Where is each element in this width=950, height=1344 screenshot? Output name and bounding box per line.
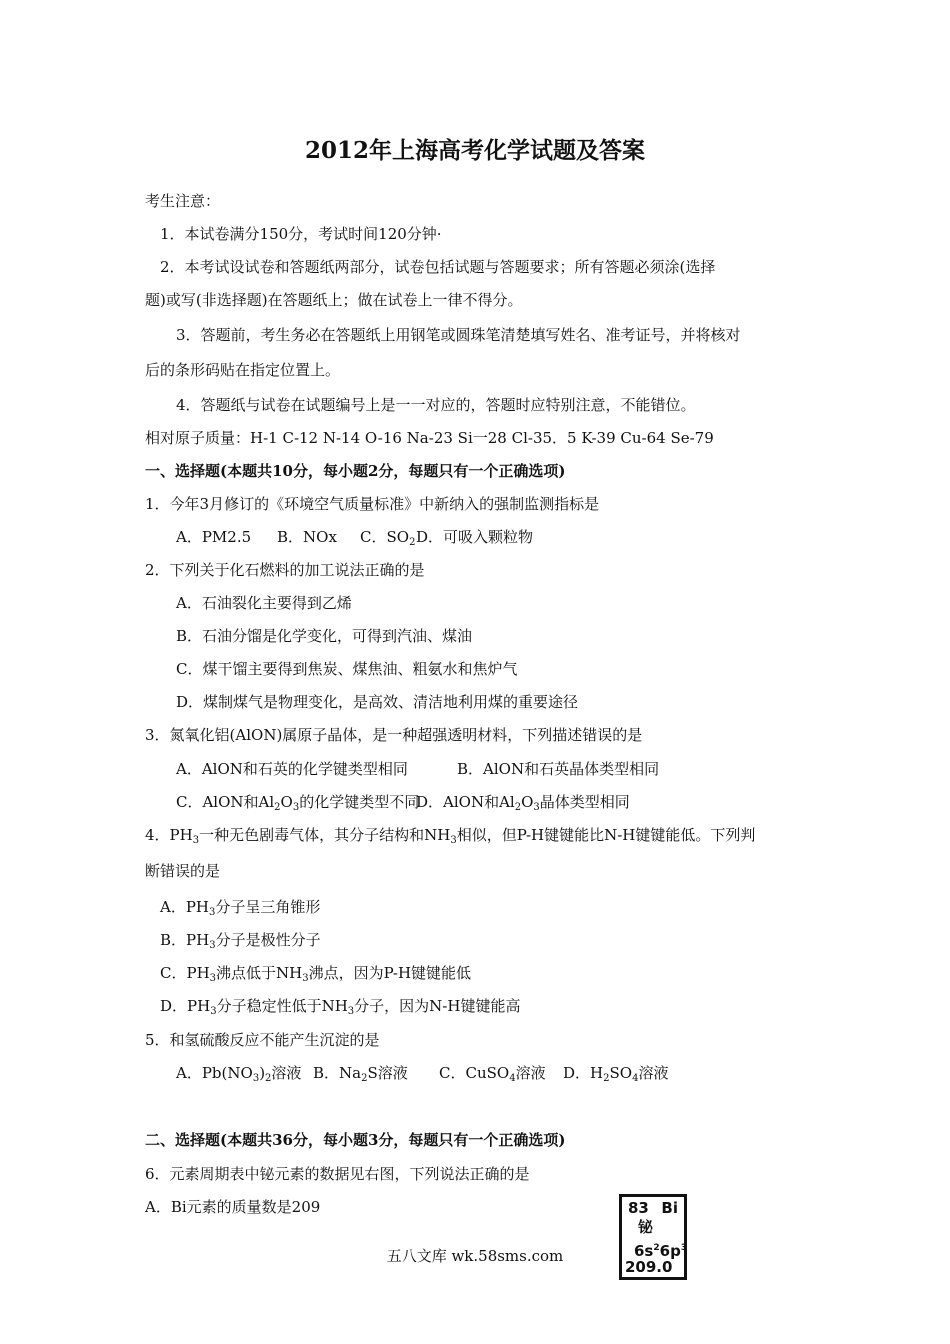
q4-option-a [160, 897, 320, 923]
q5-b-text-2: S溶液 [367, 1064, 408, 1082]
bi-atomic-number: 83 [628, 1199, 649, 1217]
q5-option-a [176, 1063, 301, 1089]
bi-symbol: Bi [661, 1199, 678, 1217]
q4-c-text-1: C．PH [160, 964, 210, 982]
q4-d-text-2: 分子稳定性低于NH [216, 997, 348, 1015]
q4-d-text-3: 分子，因为N-H键键能高 [354, 997, 521, 1015]
q3-option-d [416, 792, 630, 818]
q5-a-sub-2: 2 [265, 1073, 272, 1084]
q5-d-text-3: 溶液 [638, 1064, 669, 1082]
q4-option-c [160, 963, 471, 989]
q4-c-text-3: 沸点，因为P-H键键能低 [308, 964, 472, 982]
q5-b-text-1: B．Na [313, 1064, 362, 1082]
notice-item-3-line-2: 后的条形码贴在指定位置上。 [145, 361, 341, 379]
section-2-heading: 二、选择题(本题共36分，每小题3分，每题只有一个正确选项) [145, 1131, 566, 1149]
q4-d-sub-2: 3 [347, 1006, 355, 1017]
q4-stem-sub-2: 3 [450, 835, 457, 846]
q5-a-text-1: A．Pb(NO [176, 1064, 253, 1082]
q5-d-text-2: SO [609, 1064, 633, 1082]
q3-d-text-1: D．AlON和Al [416, 793, 515, 811]
q1-option-c [360, 527, 415, 553]
notice-item-2-line-2: 题)或写(非选择题)在答题纸上；做在试卷上一律不得分。 [145, 291, 523, 309]
q3-c-sub-1: 2 [274, 802, 281, 813]
bi-atomic-mass: 209.0 [625, 1258, 673, 1276]
q5-c-sub: 4 [509, 1073, 516, 1084]
q4-a-sub: 3 [209, 907, 216, 918]
q3-d-sub-2: 3 [533, 802, 540, 813]
q3-option-b: B．AlON和石英晶体类型相同 [457, 760, 660, 778]
q4-stem-sub-1: 3 [192, 835, 200, 846]
q5-a-text-2: ) [259, 1064, 266, 1082]
q5-option-b [313, 1063, 408, 1089]
q3-option-c [176, 792, 419, 818]
q4-stem-line-2: 断错误的是 [145, 862, 221, 880]
q2-option-a: A．石油裂化主要得到乙烯 [176, 594, 352, 612]
bi-config-6p-sup: 3 [680, 1243, 688, 1253]
q4-stem-text-1: 4．PH [145, 826, 193, 844]
q2-option-d: D．煤制煤气是物理变化，是高效、清洁地利用煤的重要途径 [176, 693, 579, 711]
q5-option-d [563, 1063, 668, 1089]
notice-item-3-line-1: 3．答题前，考生务必在答题纸上用钢笔或圆珠笔清楚填写姓名、准考证号，并将核对 [176, 326, 741, 344]
q4-stem-line-1 [145, 825, 755, 851]
page-title: 2012年上海高考化学试题及答案 [304, 137, 645, 164]
q4-b-text-2: 分子是极性分子 [215, 931, 321, 949]
q4-stem-text-2: 一种无色剧毒气体，其分子结构和NH [199, 826, 451, 844]
q1-option-b: B．NOx [277, 528, 337, 546]
q1-c-text: C．SO [360, 528, 410, 546]
section-1-heading: 一、选择题(本题共10分，每小题2分，每题只有一个正确选项) [145, 462, 566, 480]
q4-a-text-1: A．PH [160, 898, 210, 916]
q4-b-text-1: B．PH [160, 931, 210, 949]
q6-option-a: A．Bi元素的质量数是209 [145, 1198, 321, 1216]
q3-c-text-2: O [280, 793, 293, 811]
q4-stem-text-3: 相似，但P-H键键能比N-H键键能低。下列判 [456, 826, 756, 844]
bi-config-6p: 6p [659, 1242, 681, 1260]
q1-c-subscript: 2 [409, 537, 416, 548]
atomic-mass-line: 相对原子质量：H-1 C-12 N-14 O-16 Na-23 Si一28 Cl-35．5 K-39 Cu-64 Se-79 [145, 429, 714, 447]
q3-d-text-2: O [521, 793, 534, 811]
q1-stem: 1．今年3月修订的《环境空气质量标准》中新纳入的强制监测指标是 [145, 495, 600, 513]
q4-c-sub-2: 3 [302, 973, 309, 984]
q5-c-text-1: C．CuSO [439, 1064, 510, 1082]
q3-c-text-3: 的化学键类型不同 [299, 793, 420, 811]
q4-a-text-2: 分子呈三角锥形 [215, 898, 321, 916]
q4-d-sub-1: 3 [210, 1006, 217, 1017]
q2-option-b: B．石油分馏是化学变化，可得到汽油、煤油 [176, 627, 473, 645]
q3-c-sub-2: 3 [292, 802, 300, 813]
q5-d-sub-2: 4 [632, 1073, 639, 1084]
q4-d-text-1: D．PH [160, 997, 211, 1015]
q6-stem: 6．元素周期表中铋元素的数据见右图，下列说法正确的是 [145, 1165, 530, 1183]
q5-stem: 5．和氢硫酸反应不能产生沉淀的是 [145, 1031, 380, 1049]
q5-d-sub-1: 2 [603, 1073, 610, 1084]
footer-watermark: 五八文库 wk.58sms.com [386, 1247, 564, 1265]
q4-option-d [160, 996, 520, 1022]
bi-config-6s-sup: 2 [653, 1243, 660, 1253]
q2-stem: 2．下列关于化石燃料的加工说法正确的是 [145, 561, 425, 579]
q3-option-a: A．AlON和石英的化学键类型相同 [176, 760, 408, 778]
q4-c-text-2: 沸点低于NH [216, 964, 303, 982]
q3-stem: 3．氮氧化铝(AlON)属原子晶体，是一种超强透明材料，下列描述错误的是 [145, 726, 643, 744]
bi-config-6s: 6s [634, 1242, 654, 1260]
q3-d-sub-1: 2 [514, 802, 522, 813]
q5-d-text-1: D．H [563, 1064, 604, 1082]
q4-option-b [160, 930, 321, 956]
q3-d-text-3: 晶体类型相同 [539, 793, 630, 811]
q3-c-text-1: C．AlON和Al [176, 793, 275, 811]
notice-item-1: 1．本试卷满分150分，考试时间120分钟· [160, 225, 442, 243]
q1-option-d: D．可吸入颗粒物 [416, 528, 534, 546]
q1-option-a: A．PM2.5 [176, 528, 252, 546]
q4-b-sub: 3 [209, 940, 216, 951]
q2-option-c: C．煤干馏主要得到焦炭、煤焦油、粗氨水和焦炉气 [176, 660, 518, 678]
notice-heading: 考生注意： [145, 192, 221, 210]
notice-item-4: 4．答题纸与试卷在试题编号上是一一对应的，答题时应特别注意，不能错位。 [176, 396, 696, 414]
bismuth-element-card [619, 1194, 687, 1280]
q5-a-text-3: 溶液 [271, 1064, 302, 1082]
notice-item-2-line-1: 2．本考试设试卷和答题纸两部分，试卷包括试题与答题要求；所有答题必须涂(选择 [160, 258, 716, 276]
q5-option-c [439, 1063, 546, 1089]
q5-b-sub: 2 [361, 1073, 368, 1084]
q4-c-sub-1: 3 [209, 973, 217, 984]
q5-a-sub-1: 3 [252, 1073, 260, 1084]
bi-name: 铋 [638, 1218, 654, 1236]
q5-c-text-2: 溶液 [515, 1064, 546, 1082]
